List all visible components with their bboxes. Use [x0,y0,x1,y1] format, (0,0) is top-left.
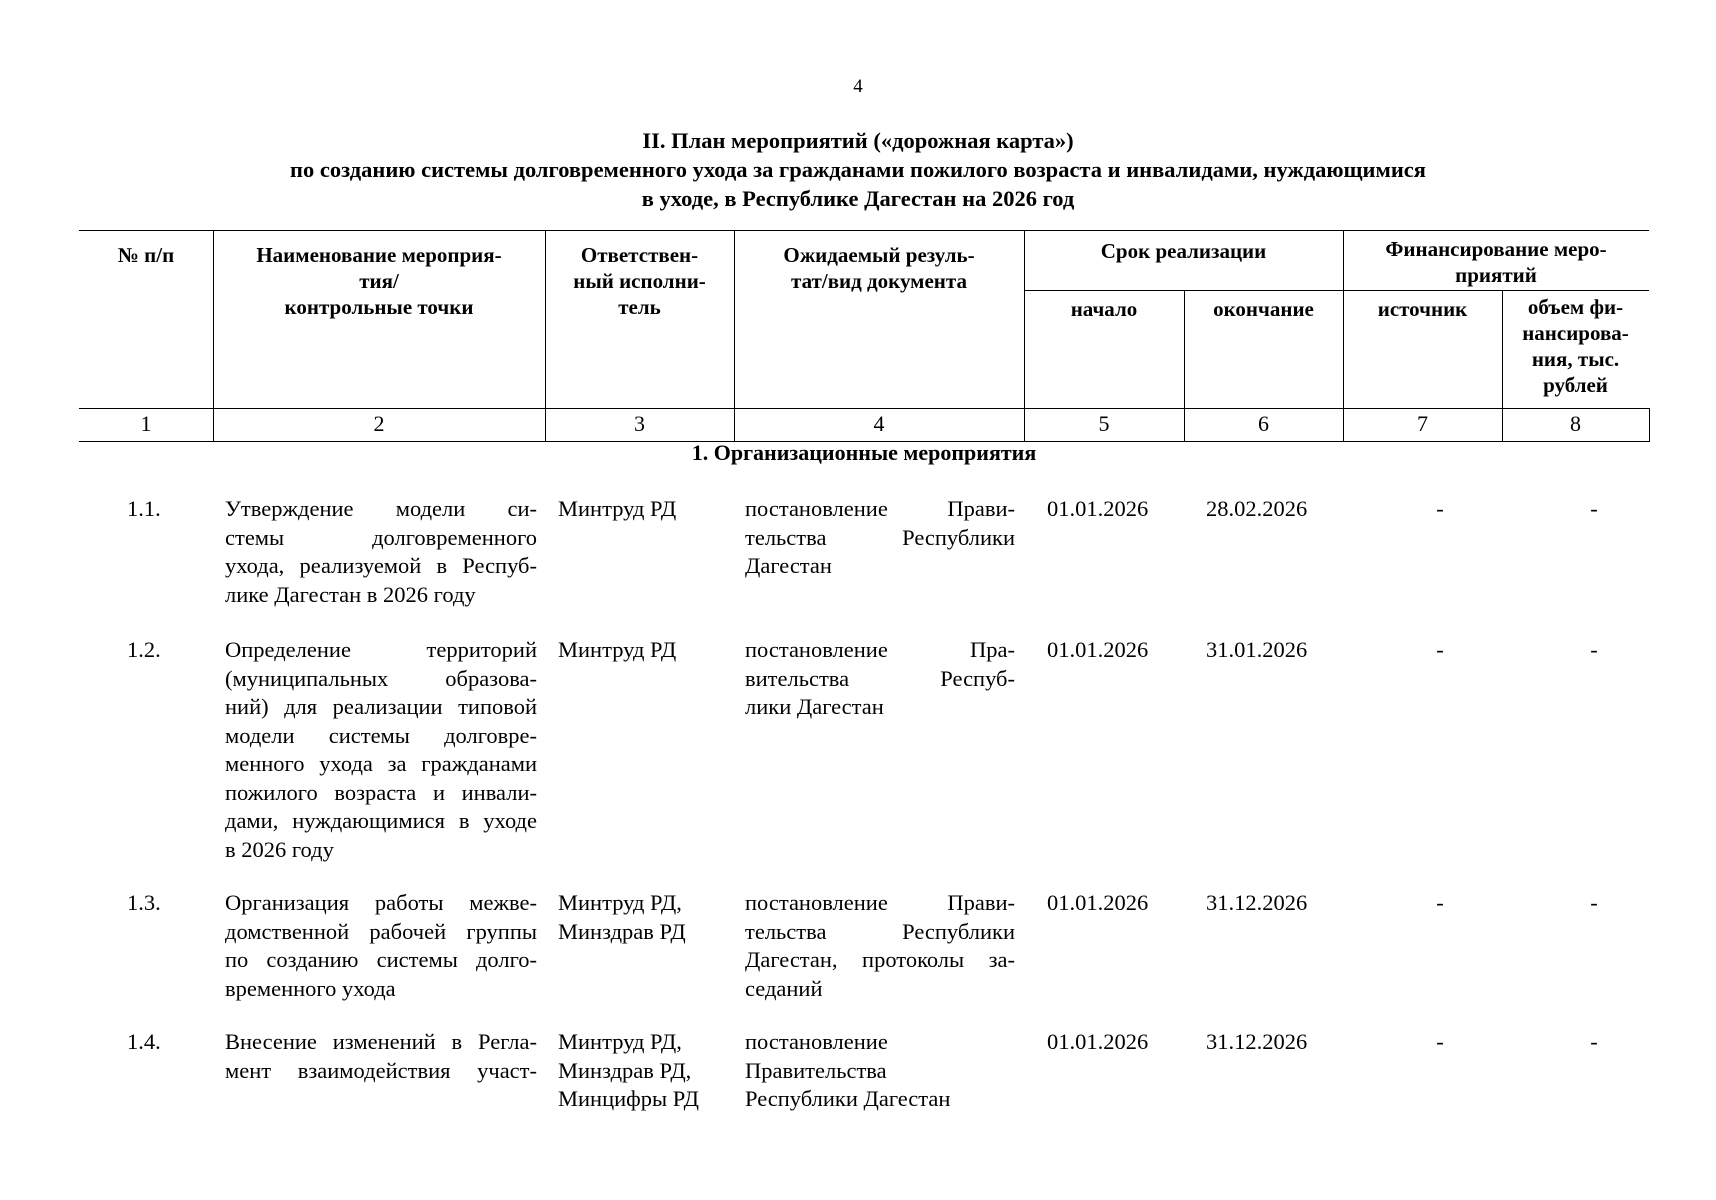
column-number: 2 [373,411,385,436]
row-end-date: 28.02.2026 [1206,496,1308,521]
text-line: лике Дагестан в 2026 году [225,581,476,607]
column-number: 5 [1098,411,1110,436]
row-activity-name [225,889,537,1003]
row-start-date: 01.01.2026 [1047,890,1149,915]
row-executor [558,495,728,524]
row-volume: - [1590,890,1598,915]
text-line: пожилого возраста и инвали- [225,779,537,805]
header-top-rule [79,230,1649,231]
row-start-date: 01.01.2026 [1047,637,1149,662]
header-result-line: тат/вид документа [791,269,967,293]
row-volume: - [1590,496,1598,521]
header-sub-rule [1024,290,1649,291]
row-volume: - [1590,1029,1598,1054]
header-source: источник [1377,297,1468,321]
row-executor [558,636,728,665]
row-activity-name [225,495,537,609]
row-result [745,889,1015,1003]
section-title: 1. Организационные мероприятия [691,440,1037,465]
text-line: тельства Республики [745,918,1015,944]
text-line: тельства Республики [745,524,1015,550]
header-volume [1502,294,1649,398]
header-financing [1343,236,1649,288]
title-line-2: по созданию системы долговременного ухода за гражданами пожилого возраста и инвалидами, нуждающимися [290,157,1426,182]
header-result [734,242,1024,294]
text-line: Минтруд РД, [558,1029,682,1054]
text-line: Утверждение модели си- [225,496,537,521]
row-end-date: 31.12.2026 [1206,1029,1308,1054]
text-line: постановление Пра- [745,637,1015,662]
text-line: Минтруд РД [558,637,677,662]
text-line: вительства Респуб- [745,665,1015,691]
header-financing-line: Финансирование меро- [1385,237,1607,261]
header-executor-line: тель [618,295,661,319]
row-result [745,1028,1015,1114]
header-num: № п/п [117,243,175,267]
row-number: 1.4. [127,1029,161,1054]
row-source: - [1436,496,1444,521]
row-result [745,636,1015,722]
text-line: Дагестан [745,553,832,578]
text-line: ухода, реализуемой в Респуб- [225,553,537,578]
text-line: Минцифры РД [558,1086,699,1111]
row-start-date: 01.01.2026 [1047,496,1149,521]
text-line: лики Дагестан [745,694,884,719]
text-line: постановление [745,1029,888,1054]
text-line: дами, нуждающимися в уходе [225,808,537,833]
row-start-date: 01.01.2026 [1047,1029,1149,1054]
col-rule-8 [1649,408,1650,442]
row-end-date: 31.01.2026 [1206,637,1308,662]
header-volume-line: объем фи- [1527,295,1624,319]
text-line: домственной рабочей группы [225,918,537,944]
text-line: в 2026 году [225,836,334,862]
text-line: Правительства [745,1057,887,1083]
text-line: Минтруд РД, [558,890,682,915]
column-number: 1 [140,411,152,436]
text-line: по созданию системы долго- [225,947,537,972]
row-source: - [1436,890,1444,915]
header-volume-line: нансирова- [1522,321,1629,345]
table-header [79,230,1649,443]
header-financing-line: приятий [1455,263,1537,287]
row-volume: - [1590,637,1598,662]
row-executor [558,889,728,946]
page-number: 4 [853,76,863,97]
row-number: 1.1. [127,496,161,521]
row-executor [558,1028,728,1114]
header-name-line: тия/ [359,269,399,293]
text-line: Определение территорий [225,637,537,662]
text-line: седаний [745,975,823,1001]
header-term: Срок реализации [1100,239,1267,263]
header-volume-line: ния, тыс. [1531,347,1620,371]
header-name [213,242,545,320]
header-executor [545,242,734,320]
text-line: постановление Прави- [745,890,1015,915]
text-line: (муниципальных образова- [225,665,537,691]
row-source: - [1436,637,1444,662]
row-source: - [1436,1029,1444,1054]
row-result [745,495,1015,581]
header-volume-line: рублей [1543,373,1608,397]
text-line: Организация работы межве- [225,890,537,915]
text-line: Минздрав РД [558,918,686,944]
text-line: Минтруд РД [558,496,677,521]
header-result-line: Ожидаемый резуль- [783,243,975,267]
header-name-line: контрольные точки [284,295,474,319]
text-line: Дагестан, протоколы за- [745,947,1015,972]
row-activity-name [225,1028,537,1085]
text-line: временного ухода [225,975,396,1001]
row-number: 1.3. [127,890,161,915]
header-name-line: Наименование мероприя- [256,243,502,267]
column-number: 8 [1570,411,1581,436]
title-line-1: II. План мероприятий («дорожная карта») [642,128,1074,153]
header-end: окончание [1213,297,1314,321]
row-end-date: 31.12.2026 [1206,890,1308,915]
text-line: ний) для реализации типовой [225,694,537,719]
header-numbers-top-rule [79,408,1650,409]
text-line: Республики Дагестан [745,1086,951,1111]
text-line: Внесение изменений в Регла- [225,1029,537,1054]
column-number: 3 [634,411,645,436]
text-line: мент взаимодействия участ- [225,1057,537,1083]
text-line: модели системы долговре- [225,722,537,748]
row-activity-name [225,636,537,864]
column-number: 4 [873,411,885,436]
text-line: менного ухода за гражданами [225,751,537,776]
row-number: 1.2. [127,637,161,662]
document-title [160,126,1556,213]
text-line: стемы долговременного [225,524,537,550]
column-number: 7 [1417,411,1428,436]
text-line: Минздрав РД, [558,1057,692,1083]
header-start: начало [1070,297,1138,321]
header-executor-line: ный исполни- [573,269,706,293]
text-line: постановление Прави- [745,496,1015,521]
title-line-3: в уходе, в Республике Дагестан на 2026 год [641,186,1075,211]
header-executor-line: Ответствен- [580,243,699,267]
column-number: 6 [1258,411,1269,436]
